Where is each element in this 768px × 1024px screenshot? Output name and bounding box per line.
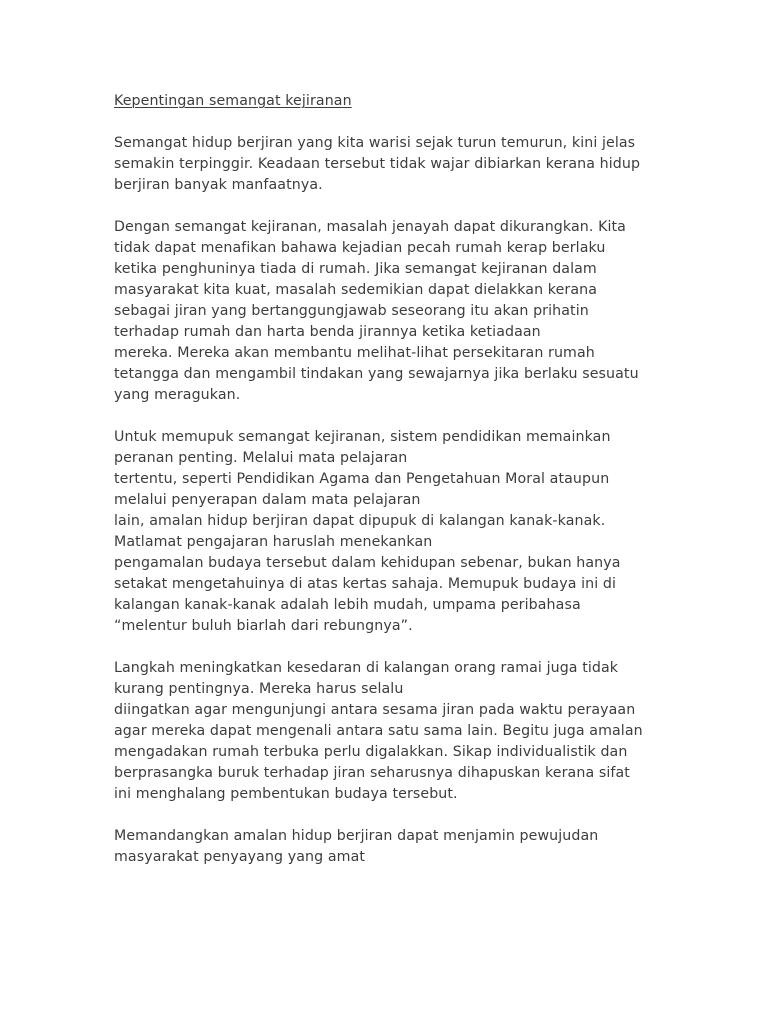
paragraph-line: Semangat hidup berjiran yang kita warisi sejak turun temurun, kini jelas bbox=[114, 135, 636, 151]
paragraph-line: tetangga dan mengambil tindakan yang sewajarnya jika berlaku sesuatu bbox=[114, 366, 639, 382]
paragraph-line: berjiran banyak manfaatnya. bbox=[114, 177, 323, 193]
paragraph-4 bbox=[114, 658, 754, 805]
paragraph-line: agar mereka dapat mengenali antara satu sama lain. Begitu juga amalan bbox=[114, 723, 643, 739]
paragraph-line: berprasangka buruk terhadap jiran seharusnya dihapuskan kerana sifat bbox=[114, 765, 630, 781]
paragraph-line: setakat mengetahuinya di atas kertas sahaja. Memupuk budaya ini di bbox=[114, 576, 617, 592]
paragraph-line: terhadap rumah dan harta benda jirannya ketika ketiadaan bbox=[114, 324, 541, 340]
paragraph-line: sebagai jiran yang bertanggungjawab seseorang itu akan prihatin bbox=[114, 303, 589, 319]
paragraph-line: tidak dapat menafikan bahawa kejadian pecah rumah kerap berlaku bbox=[114, 240, 606, 256]
paragraph-line: diingatkan agar mengunjungi antara sesama jiran pada waktu perayaan bbox=[114, 702, 636, 718]
paragraph-line: Dengan semangat kejiranan, masalah jenayah dapat dikurangkan. Kita bbox=[114, 219, 626, 235]
paragraph-line: Matlamat pengajaran haruslah menekankan bbox=[114, 534, 433, 550]
paragraph-line: yang meragukan. bbox=[114, 387, 241, 403]
paragraph-line: semakin terpinggir. Keadaan tersebut tidak wajar dibiarkan kerana hidup bbox=[114, 156, 641, 172]
paragraph-line: masyarakat kita kuat, masalah sedemikian dapat dielakkan kerana bbox=[114, 282, 598, 298]
paragraph-line: kalangan kanak-kanak adalah lebih mudah, umpama peribahasa bbox=[114, 597, 581, 613]
paragraph-line: Untuk memupuk semangat kejiranan, sistem pendidikan memainkan bbox=[114, 429, 611, 445]
paragraph-1 bbox=[114, 133, 754, 196]
paragraph-line: kurang pentingnya. Mereka harus selalu bbox=[114, 681, 404, 697]
paragraph-line: “melentur buluh biarlah dari rebungnya”. bbox=[114, 618, 413, 634]
paragraph-line: Langkah meningkatkan kesedaran di kalangan orang ramai juga tidak bbox=[114, 660, 619, 676]
paragraph-line: tertentu, seperti Pendidikan Agama dan Pengetahuan Moral ataupun bbox=[114, 471, 610, 487]
paragraph-line: lain, amalan hidup berjiran dapat dipupuk di kalangan kanak-kanak. bbox=[114, 513, 606, 529]
paragraph-line: mereka. Mereka akan membantu melihat-lihat persekitaran rumah bbox=[114, 345, 595, 361]
paragraph-5 bbox=[114, 826, 754, 868]
paragraph-line: melalui penyerapan dalam mata pelajaran bbox=[114, 492, 421, 508]
paragraph-line: mengadakan rumah terbuka perlu digalakkan. Sikap individualistik dan bbox=[114, 744, 628, 760]
paragraph-line: peranan penting. Melalui mata pelajaran bbox=[114, 450, 408, 466]
document-page bbox=[114, 91, 754, 868]
paragraph-line: masyarakat penyayang yang amat bbox=[114, 849, 366, 865]
paragraph-3 bbox=[114, 427, 754, 637]
paragraph-line: pengamalan budaya tersebut dalam kehidupan sebenar, bukan hanya bbox=[114, 555, 621, 571]
paragraph-line: Memandangkan amalan hidup berjiran dapat menjamin pewujudan bbox=[114, 828, 599, 844]
paragraph-2 bbox=[114, 217, 754, 406]
document-title: Kepentingan semangat kejiranan bbox=[114, 93, 352, 109]
paragraph-line: ketika penghuninya tiada di rumah. Jika semangat kejiranan dalam bbox=[114, 261, 597, 277]
paragraph-line: ini menghalang pembentukan budaya tersebut. bbox=[114, 786, 458, 802]
